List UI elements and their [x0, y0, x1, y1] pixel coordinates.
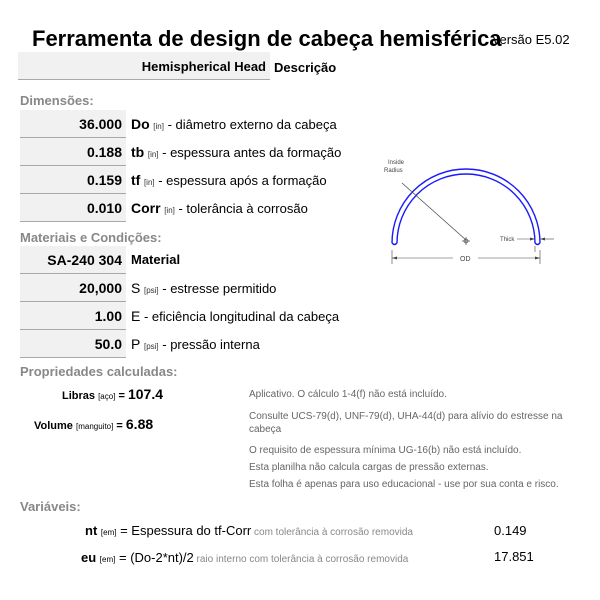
s-label — [131, 280, 276, 296]
tf-label — [131, 172, 327, 188]
e-symbol: E — [131, 308, 141, 324]
e-desc: - eficiência longitudinal da cabeça — [140, 309, 340, 324]
inside-label: Inside — [388, 160, 405, 166]
corr-symbol: Corr — [131, 200, 161, 216]
p-input[interactable]: 50.0 — [20, 330, 126, 358]
eu-symbol: eu — [81, 550, 97, 565]
section-materials: Materiais e Condições: — [20, 230, 162, 245]
weight-label: Libras — [62, 390, 96, 402]
section-calculated: Propriedades calculadas: — [20, 364, 178, 379]
volume-output — [34, 416, 153, 432]
variable-nt — [85, 523, 413, 538]
nt-value: 0.149 — [494, 523, 527, 538]
corr-input[interactable]: 0.010 — [20, 194, 126, 222]
description-label: Descrição — [274, 60, 337, 75]
corr-unit: [in] — [164, 206, 175, 215]
do-unit: [in] — [153, 122, 164, 131]
volume-value: 6.88 — [125, 416, 154, 432]
nt-symbol: nt — [85, 523, 98, 538]
s-unit: [psi] — [143, 286, 159, 295]
tf-symbol: tf — [131, 172, 141, 188]
head-shell — [392, 169, 540, 245]
eu-hint: raio interno com tolerância à corrosão removida — [193, 554, 409, 565]
weight-output — [62, 386, 163, 402]
nt-formula: Espessura do tf-Corr — [131, 523, 252, 538]
e-input[interactable]: 1.00 — [20, 302, 126, 330]
s-symbol: S — [131, 280, 141, 296]
tb-desc: - espessura antes da formação — [158, 145, 342, 160]
tb-unit: [in] — [147, 150, 159, 159]
description-input[interactable]: Hemispherical Head — [18, 52, 270, 80]
e-label — [131, 308, 339, 324]
tb-input[interactable]: 0.188 — [20, 138, 126, 166]
eu-eq: = — [115, 550, 131, 565]
eu-value: 17.851 — [494, 549, 534, 564]
tb-symbol: tb — [131, 144, 145, 160]
version-label: versão E5.02 — [493, 32, 570, 47]
eu-unit: [em] — [99, 555, 116, 564]
note-2: Consulte UCS-79(d), UNF-79(d), UHA-44(d) para alívio do estresse na cabeça — [249, 411, 563, 435]
material-label — [131, 252, 180, 267]
od-label: OD — [460, 256, 471, 263]
material-symbol: Material — [131, 252, 181, 267]
weight-eq: = — [115, 390, 128, 402]
tf-desc: - espessura após a formação — [154, 173, 327, 188]
tf-input[interactable]: 0.159 — [20, 166, 126, 194]
thick-label: Thick — [500, 237, 515, 243]
volume-eq: = — [113, 420, 126, 432]
radius-leader — [402, 183, 466, 240]
s-desc: - estresse permitido — [158, 281, 277, 296]
tf-unit: [in] — [143, 178, 155, 187]
center-mark-icon — [462, 237, 470, 245]
page-title: Ferramenta de design de cabeça hemisférica — [32, 26, 502, 51]
nt-eq: = — [116, 523, 132, 538]
section-dimensions: Dimensões: — [20, 93, 94, 108]
note-1: Aplicativo. O cálculo 1-4(f) não está incluído. — [249, 389, 447, 400]
material-input[interactable]: SA-240 304 — [20, 246, 126, 274]
section-variables: Variáveis: — [20, 499, 81, 514]
p-unit: [psi] — [143, 342, 159, 351]
volume-label: Volume — [34, 420, 73, 432]
corr-desc: - tolerância à corrosão — [174, 201, 308, 216]
p-label — [131, 336, 260, 352]
nt-hint: com tolerância à corrosão removida — [251, 527, 413, 538]
note-5: Esta folha é apenas para uso educacional - use por sua conta e risco. — [249, 479, 559, 490]
do-label — [131, 116, 337, 132]
s-input[interactable]: 20,000 — [20, 274, 126, 302]
do-symbol: Do — [131, 116, 150, 132]
weight-value: 107.4 — [127, 386, 164, 402]
nt-unit: [em] — [100, 528, 117, 537]
p-symbol: P — [131, 336, 141, 352]
hemispherical-head-diagram — [370, 140, 560, 270]
p-desc: - pressão interna — [158, 337, 260, 352]
tb-label — [131, 144, 341, 160]
note-3: O requisito de espessura mínima UG-16(b) não está incluído. — [249, 445, 522, 456]
variable-eu — [81, 550, 408, 565]
weight-unit: [aço] — [98, 392, 116, 401]
do-input[interactable]: 36.000 — [20, 110, 126, 138]
note-4: Esta planilha não calcula cargas de pressão externas. — [249, 462, 489, 473]
radius-label: Radius — [384, 168, 403, 174]
volume-unit: [manguito] — [75, 422, 114, 431]
corr-label — [131, 200, 308, 216]
eu-formula: (Do-2*nt)/2 — [130, 550, 194, 565]
do-desc: - diâmetro externo da cabeça — [163, 117, 337, 132]
